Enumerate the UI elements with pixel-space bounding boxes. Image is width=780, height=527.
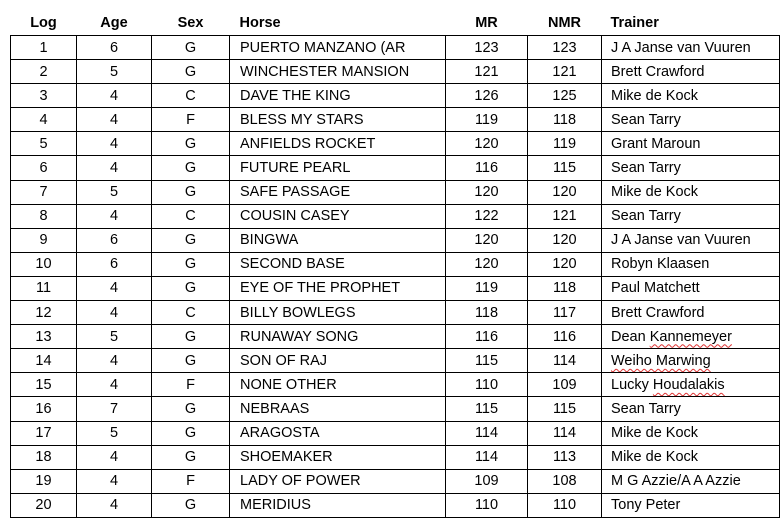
table-row xyxy=(11,228,780,252)
cell-log: 20 xyxy=(11,493,77,517)
spellcheck-flag: Kannemeyer xyxy=(649,328,732,345)
cell-trainer: Sean Tarry xyxy=(602,204,780,228)
table-row xyxy=(11,325,780,349)
table-row xyxy=(11,493,780,517)
cell-age: 4 xyxy=(77,156,152,180)
cell-sex: G xyxy=(152,421,230,445)
cell-sex: F xyxy=(152,469,230,493)
cell-trainer: Grant Maroun xyxy=(602,132,780,156)
cell-nmr: 118 xyxy=(528,108,602,132)
cell-nmr: 121 xyxy=(528,204,602,228)
cell-horse: LADY OF POWER xyxy=(230,469,446,493)
table-row xyxy=(11,469,780,493)
cell-mr: 110 xyxy=(446,373,528,397)
cell-age: 4 xyxy=(77,84,152,108)
table-row xyxy=(11,349,780,373)
cell-nmr: 119 xyxy=(528,132,602,156)
cell-nmr: 116 xyxy=(528,325,602,349)
cell-horse: NONE OTHER xyxy=(230,373,446,397)
cell-horse: ARAGOSTA xyxy=(230,421,446,445)
cell-age: 4 xyxy=(77,276,152,300)
cell-log: 3 xyxy=(11,84,77,108)
header-age: Age xyxy=(100,15,128,31)
table-row xyxy=(11,421,780,445)
cell-age: 6 xyxy=(77,228,152,252)
cell-age: 4 xyxy=(77,493,152,517)
cell-sex: C xyxy=(152,301,230,325)
table-row xyxy=(11,132,780,156)
cell-log: 19 xyxy=(11,469,77,493)
cell-horse: PUERTO MANZANO (AR xyxy=(230,36,446,60)
cell-mr: 122 xyxy=(446,204,528,228)
cell-age: 5 xyxy=(77,180,152,204)
cell-trainer: J A Janse van Vuuren xyxy=(602,36,780,60)
header-log: Log xyxy=(30,15,57,31)
cell-sex: G xyxy=(152,180,230,204)
cell-mr: 120 xyxy=(446,228,528,252)
cell-trainer xyxy=(602,349,780,373)
cell-trainer: M G Azzie/A A Azzie xyxy=(602,469,780,493)
cell-sex: G xyxy=(152,36,230,60)
cell-sex: G xyxy=(152,132,230,156)
cell-log: 17 xyxy=(11,421,77,445)
cell-log: 10 xyxy=(11,252,77,276)
cell-trainer: Robyn Klaasen xyxy=(602,252,780,276)
cell-horse: SAFE PASSAGE xyxy=(230,180,446,204)
cell-sex: G xyxy=(152,228,230,252)
table-body xyxy=(11,36,780,518)
cell-age: 4 xyxy=(77,469,152,493)
cell-log: 6 xyxy=(11,156,77,180)
cell-age: 5 xyxy=(77,421,152,445)
cell-sex: G xyxy=(152,276,230,300)
cell-sex: G xyxy=(152,445,230,469)
header-mr: MR xyxy=(475,15,498,31)
cell-sex: F xyxy=(152,373,230,397)
cell-age: 4 xyxy=(77,108,152,132)
header-trainer: Trainer xyxy=(610,15,659,31)
header-sex: Sex xyxy=(177,15,204,31)
table-row xyxy=(11,36,780,60)
cell-mr: 120 xyxy=(446,252,528,276)
cell-nmr: 115 xyxy=(528,156,602,180)
cell-log: 11 xyxy=(11,276,77,300)
cell-mr: 114 xyxy=(446,445,528,469)
cell-trainer: Sean Tarry xyxy=(602,156,780,180)
table-row xyxy=(11,108,780,132)
cell-nmr: 109 xyxy=(528,373,602,397)
cell-age: 4 xyxy=(77,373,152,397)
cell-mr: 114 xyxy=(446,421,528,445)
cell-trainer: J A Janse van Vuuren xyxy=(602,228,780,252)
table-row xyxy=(11,373,780,397)
cell-nmr: 120 xyxy=(528,228,602,252)
cell-trainer: Mike de Kock xyxy=(602,445,780,469)
cell-sex: G xyxy=(152,349,230,373)
cell-nmr: 120 xyxy=(528,252,602,276)
table-row xyxy=(11,180,780,204)
cell-nmr: 117 xyxy=(528,301,602,325)
cell-trainer: Lucky Houdalakis xyxy=(602,373,780,397)
cell-horse: BILLY BOWLEGS xyxy=(230,301,446,325)
cell-log: 18 xyxy=(11,445,77,469)
table-row xyxy=(11,84,780,108)
cell-horse: SECOND BASE xyxy=(230,252,446,276)
cell-log: 9 xyxy=(11,228,77,252)
table-row xyxy=(11,301,780,325)
table-row xyxy=(11,445,780,469)
spellcheck-flag: Weiho Marwing xyxy=(611,352,711,369)
cell-sex: G xyxy=(152,252,230,276)
cell-trainer: Sean Tarry xyxy=(602,108,780,132)
spellcheck-flag: Houdalakis xyxy=(652,376,725,393)
table-row xyxy=(11,60,780,84)
cell-horse: FUTURE PEARL xyxy=(230,156,446,180)
cell-nmr: 120 xyxy=(528,180,602,204)
cell-log: 15 xyxy=(11,373,77,397)
cell-age: 5 xyxy=(77,325,152,349)
cell-mr: 110 xyxy=(446,493,528,517)
cell-mr: 120 xyxy=(446,132,528,156)
cell-log: 13 xyxy=(11,325,77,349)
cell-mr: 116 xyxy=(446,325,528,349)
cell-sex: G xyxy=(152,493,230,517)
cell-horse: WINCHESTER MANSION xyxy=(230,60,446,84)
cell-age: 4 xyxy=(77,132,152,156)
cell-trainer: Sean Tarry xyxy=(602,397,780,421)
cell-nmr: 123 xyxy=(528,36,602,60)
cell-trainer: Mike de Kock xyxy=(602,84,780,108)
cell-horse: RUNAWAY SONG xyxy=(230,325,446,349)
cell-mr: 123 xyxy=(446,36,528,60)
cell-horse: EYE OF THE PROPHET xyxy=(230,276,446,300)
header-horse: Horse xyxy=(239,15,281,31)
cell-trainer: Brett Crawford xyxy=(602,60,780,84)
cell-horse: DAVE THE KING xyxy=(230,84,446,108)
cell-horse: BLESS MY STARS xyxy=(230,108,446,132)
ratings-table xyxy=(10,11,780,518)
cell-nmr: 110 xyxy=(528,493,602,517)
table-row xyxy=(11,397,780,421)
cell-trainer: Brett Crawford xyxy=(602,301,780,325)
table-row xyxy=(11,252,780,276)
cell-age: 4 xyxy=(77,349,152,373)
cell-mr: 121 xyxy=(446,60,528,84)
cell-nmr: 113 xyxy=(528,445,602,469)
cell-nmr: 125 xyxy=(528,84,602,108)
cell-log: 5 xyxy=(11,132,77,156)
cell-nmr: 115 xyxy=(528,397,602,421)
cell-age: 4 xyxy=(77,301,152,325)
cell-mr: 109 xyxy=(446,469,528,493)
cell-trainer: Paul Matchett xyxy=(602,276,780,300)
cell-mr: 120 xyxy=(446,180,528,204)
cell-sex: C xyxy=(152,204,230,228)
cell-log: 14 xyxy=(11,349,77,373)
cell-log: 16 xyxy=(11,397,77,421)
cell-nmr: 121 xyxy=(528,60,602,84)
cell-sex: C xyxy=(152,84,230,108)
cell-sex: G xyxy=(152,325,230,349)
cell-sex: F xyxy=(152,108,230,132)
cell-nmr: 114 xyxy=(528,349,602,373)
cell-nmr: 114 xyxy=(528,421,602,445)
cell-horse: ANFIELDS ROCKET xyxy=(230,132,446,156)
cell-horse: COUSIN CASEY xyxy=(230,204,446,228)
cell-nmr: 108 xyxy=(528,469,602,493)
header-nmr: NMR xyxy=(547,15,582,31)
cell-mr: 119 xyxy=(446,276,528,300)
cell-log: 7 xyxy=(11,180,77,204)
cell-mr: 116 xyxy=(446,156,528,180)
table-row xyxy=(11,156,780,180)
cell-horse: MERIDIUS xyxy=(230,493,446,517)
cell-horse: SON OF RAJ xyxy=(230,349,446,373)
cell-trainer: Tony Peter xyxy=(602,493,780,517)
cell-horse: SHOEMAKER xyxy=(230,445,446,469)
cell-age: 6 xyxy=(77,252,152,276)
header-row xyxy=(11,11,780,36)
cell-log: 2 xyxy=(11,60,77,84)
cell-sex: G xyxy=(152,60,230,84)
cell-trainer: Mike de Kock xyxy=(602,180,780,204)
cell-mr: 126 xyxy=(446,84,528,108)
cell-log: 4 xyxy=(11,108,77,132)
cell-log: 1 xyxy=(11,36,77,60)
cell-age: 7 xyxy=(77,397,152,421)
cell-age: 4 xyxy=(77,204,152,228)
cell-sex: G xyxy=(152,156,230,180)
cell-mr: 115 xyxy=(446,397,528,421)
cell-horse: NEBRAAS xyxy=(230,397,446,421)
cell-trainer: Dean Kannemeyer xyxy=(602,325,780,349)
cell-age: 5 xyxy=(77,60,152,84)
cell-sex: G xyxy=(152,397,230,421)
cell-horse: BINGWA xyxy=(230,228,446,252)
cell-mr: 119 xyxy=(446,108,528,132)
cell-log: 12 xyxy=(11,301,77,325)
table-row xyxy=(11,276,780,300)
cell-mr: 118 xyxy=(446,301,528,325)
cell-log: 8 xyxy=(11,204,77,228)
cell-age: 4 xyxy=(77,445,152,469)
cell-mr: 115 xyxy=(446,349,528,373)
cell-trainer: Mike de Kock xyxy=(602,421,780,445)
cell-age: 6 xyxy=(77,36,152,60)
cell-nmr: 118 xyxy=(528,276,602,300)
table-row xyxy=(11,204,780,228)
